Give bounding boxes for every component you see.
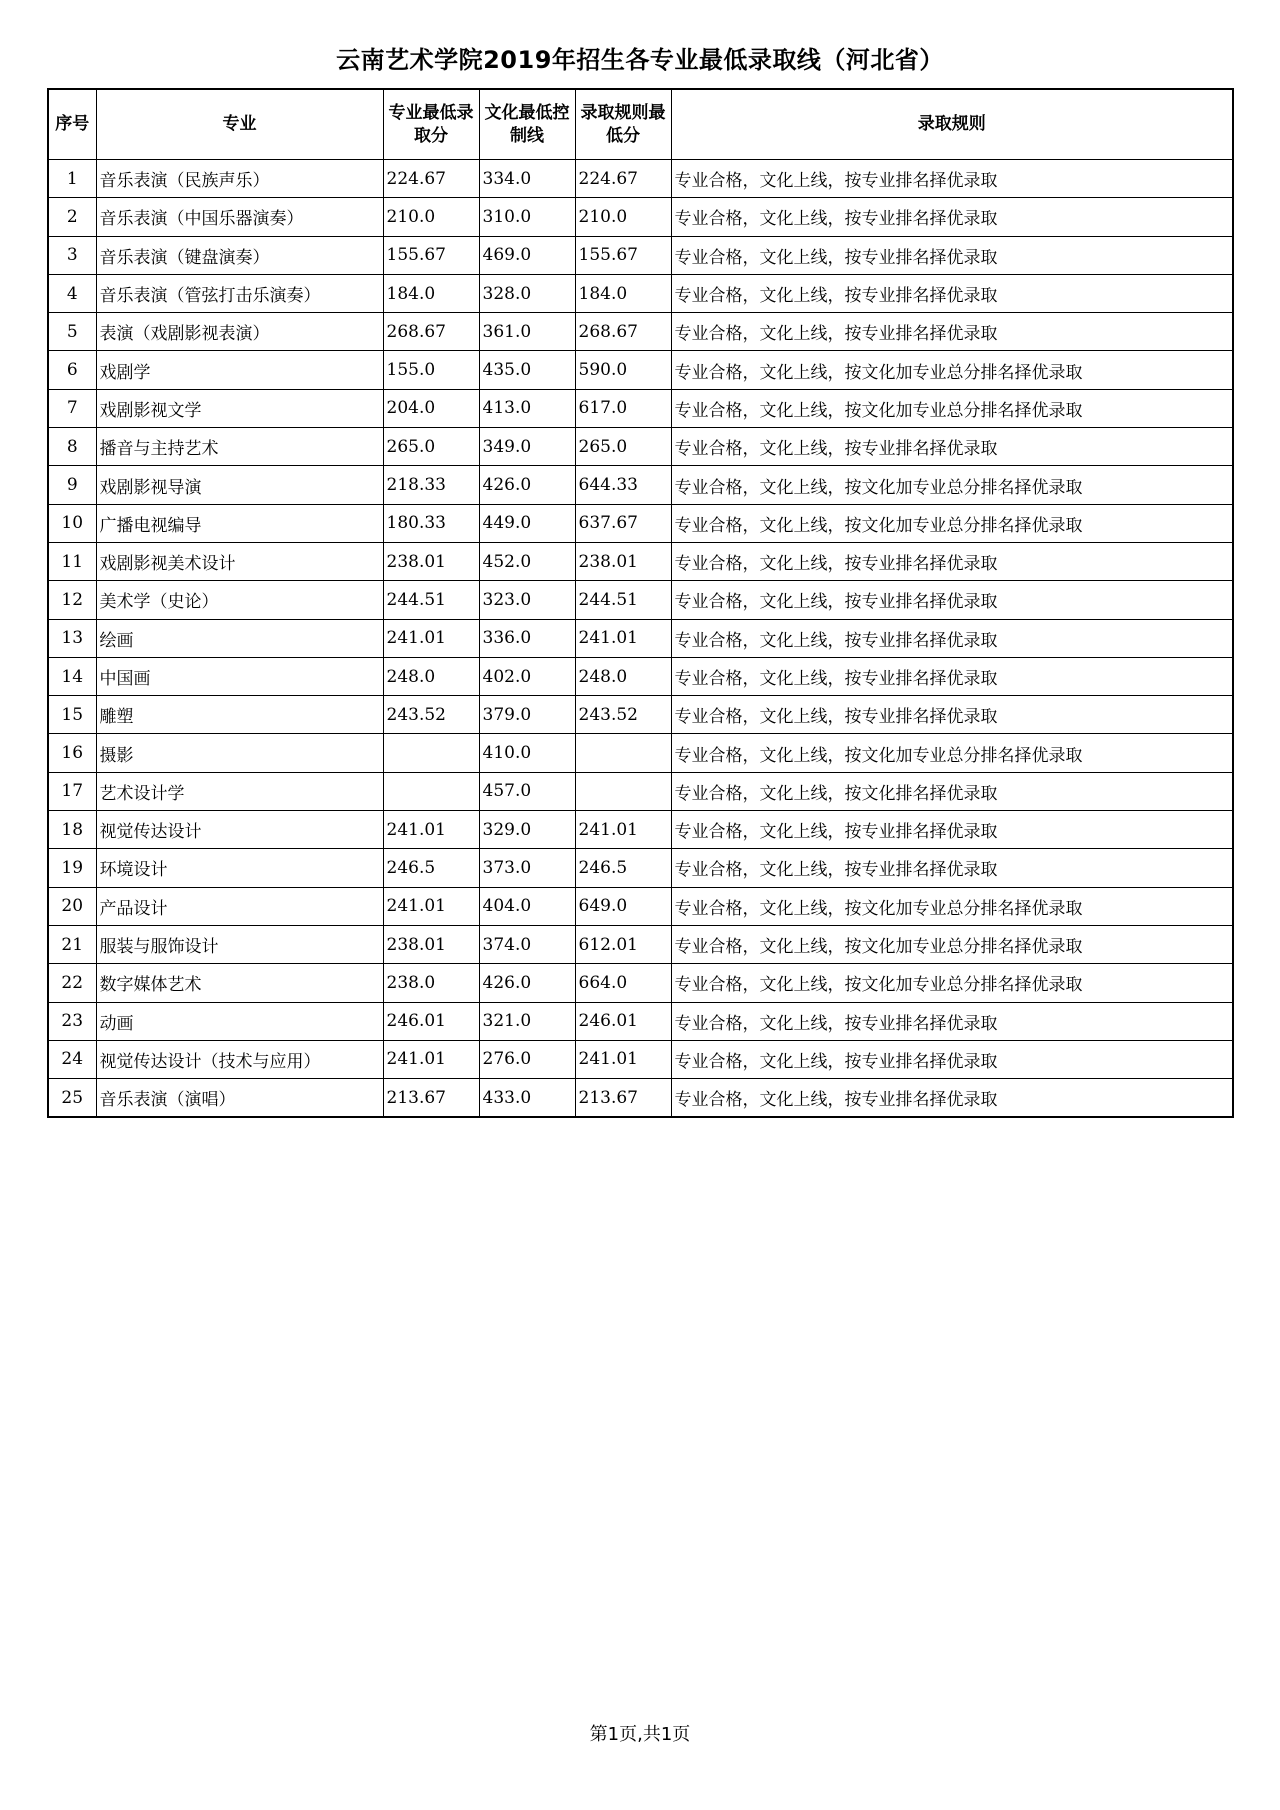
cell-rule-min: 265.0 xyxy=(575,428,671,466)
cell-rule: 专业合格，文化上线，按文化加专业总分排名择优录取 xyxy=(671,887,1233,925)
cell-rule: 专业合格，文化上线，按文化加专业总分排名择优录取 xyxy=(671,925,1233,963)
admission-score-table xyxy=(47,88,1234,1118)
cell-pro-min: 204.0 xyxy=(383,389,479,427)
cell-rule-min: 244.51 xyxy=(575,581,671,619)
table-row xyxy=(48,504,1233,542)
cell-rule-min: 210.0 xyxy=(575,198,671,236)
cell-no: 7 xyxy=(48,389,96,427)
table-row xyxy=(48,1002,1233,1040)
cell-major: 表演（戏剧影视表演） xyxy=(96,313,383,351)
cell-no: 11 xyxy=(48,542,96,580)
cell-no: 15 xyxy=(48,696,96,734)
cell-no: 23 xyxy=(48,1002,96,1040)
header-cul-min: 文化最低控制线 xyxy=(479,89,575,160)
cell-cul-min: 334.0 xyxy=(479,160,575,198)
cell-pro-min: 238.0 xyxy=(383,964,479,1002)
cell-rule: 专业合格，文化上线，按专业排名择优录取 xyxy=(671,849,1233,887)
cell-rule-min xyxy=(575,772,671,810)
cell-major: 动画 xyxy=(96,1002,383,1040)
cell-major: 摄影 xyxy=(96,734,383,772)
cell-cul-min: 373.0 xyxy=(479,849,575,887)
cell-major: 产品设计 xyxy=(96,887,383,925)
table-header-row xyxy=(48,89,1233,160)
cell-rule-min: 268.67 xyxy=(575,313,671,351)
cell-cul-min: 469.0 xyxy=(479,236,575,274)
cell-rule-min: 649.0 xyxy=(575,887,671,925)
cell-cul-min: 449.0 xyxy=(479,504,575,542)
cell-rule: 专业合格，文化上线，按文化排名择优录取 xyxy=(671,772,1233,810)
cell-rule-min: 213.67 xyxy=(575,1079,671,1118)
cell-rule-min: 612.01 xyxy=(575,925,671,963)
cell-no: 25 xyxy=(48,1079,96,1118)
cell-major: 广播电视编导 xyxy=(96,504,383,542)
cell-pro-min: 155.0 xyxy=(383,351,479,389)
cell-no: 2 xyxy=(48,198,96,236)
cell-pro-min: 224.67 xyxy=(383,160,479,198)
cell-rule-min: 241.01 xyxy=(575,619,671,657)
cell-pro-min: 180.33 xyxy=(383,504,479,542)
table-row xyxy=(48,1040,1233,1078)
cell-no: 21 xyxy=(48,925,96,963)
header-rule: 录取规则 xyxy=(671,89,1233,160)
table-row xyxy=(48,160,1233,198)
table-row xyxy=(48,1079,1233,1118)
cell-no: 1 xyxy=(48,160,96,198)
cell-pro-min: 268.67 xyxy=(383,313,479,351)
cell-rule-min: 617.0 xyxy=(575,389,671,427)
cell-cul-min: 410.0 xyxy=(479,734,575,772)
cell-pro-min: 241.01 xyxy=(383,887,479,925)
cell-rule: 专业合格，文化上线，按专业排名择优录取 xyxy=(671,160,1233,198)
cell-no: 20 xyxy=(48,887,96,925)
cell-major: 音乐表演（演唱） xyxy=(96,1079,383,1118)
cell-no: 13 xyxy=(48,619,96,657)
cell-pro-min: 248.0 xyxy=(383,657,479,695)
table-row xyxy=(48,657,1233,695)
cell-no: 8 xyxy=(48,428,96,466)
cell-rule-min: 238.01 xyxy=(575,542,671,580)
cell-rule-min: 155.67 xyxy=(575,236,671,274)
cell-pro-min: 155.67 xyxy=(383,236,479,274)
cell-rule: 专业合格，文化上线，按专业排名择优录取 xyxy=(671,811,1233,849)
cell-major: 服装与服饰设计 xyxy=(96,925,383,963)
cell-pro-min: 241.01 xyxy=(383,1040,479,1078)
table-row xyxy=(48,198,1233,236)
header-no: 序号 xyxy=(48,89,96,160)
cell-pro-min xyxy=(383,734,479,772)
cell-rule: 专业合格，文化上线，按文化加专业总分排名择优录取 xyxy=(671,734,1233,772)
cell-rule-min: 644.33 xyxy=(575,466,671,504)
cell-major: 播音与主持艺术 xyxy=(96,428,383,466)
table-row xyxy=(48,236,1233,274)
cell-cul-min: 452.0 xyxy=(479,542,575,580)
cell-rule-min xyxy=(575,734,671,772)
page-title: 云南艺术学院2019年招生各专业最低录取线（河北省） xyxy=(336,46,944,74)
table-row xyxy=(48,428,1233,466)
table-row xyxy=(48,964,1233,1002)
cell-cul-min: 379.0 xyxy=(479,696,575,734)
cell-no: 6 xyxy=(48,351,96,389)
cell-rule-min: 241.01 xyxy=(575,1040,671,1078)
cell-rule-min: 248.0 xyxy=(575,657,671,695)
table-row xyxy=(48,619,1233,657)
cell-cul-min: 328.0 xyxy=(479,274,575,312)
cell-cul-min: 433.0 xyxy=(479,1079,575,1118)
cell-cul-min: 374.0 xyxy=(479,925,575,963)
cell-no: 16 xyxy=(48,734,96,772)
cell-major: 环境设计 xyxy=(96,849,383,887)
cell-no: 18 xyxy=(48,811,96,849)
cell-pro-min: 265.0 xyxy=(383,428,479,466)
cell-rule-min: 637.67 xyxy=(575,504,671,542)
cell-rule: 专业合格，文化上线，按专业排名择优录取 xyxy=(671,1079,1233,1118)
cell-no: 9 xyxy=(48,466,96,504)
cell-rule: 专业合格，文化上线，按专业排名择优录取 xyxy=(671,619,1233,657)
cell-rule: 专业合格，文化上线，按文化加专业总分排名择优录取 xyxy=(671,466,1233,504)
cell-no: 10 xyxy=(48,504,96,542)
cell-rule: 专业合格，文化上线，按文化加专业总分排名择优录取 xyxy=(671,389,1233,427)
cell-cul-min: 349.0 xyxy=(479,428,575,466)
header-rule-min: 录取规则最低分 xyxy=(575,89,671,160)
cell-cul-min: 329.0 xyxy=(479,811,575,849)
cell-rule-min: 241.01 xyxy=(575,811,671,849)
cell-pro-min: 213.67 xyxy=(383,1079,479,1118)
cell-no: 19 xyxy=(48,849,96,887)
cell-no: 22 xyxy=(48,964,96,1002)
cell-major: 音乐表演（中国乐器演奏） xyxy=(96,198,383,236)
cell-rule: 专业合格，文化上线，按专业排名择优录取 xyxy=(671,198,1233,236)
cell-no: 3 xyxy=(48,236,96,274)
cell-rule: 专业合格，文化上线，按专业排名择优录取 xyxy=(671,1002,1233,1040)
cell-cul-min: 413.0 xyxy=(479,389,575,427)
cell-major: 戏剧影视文学 xyxy=(96,389,383,427)
table-row xyxy=(48,351,1233,389)
cell-pro-min: 243.52 xyxy=(383,696,479,734)
header-pro-min: 专业最低录取分 xyxy=(383,89,479,160)
cell-cul-min: 361.0 xyxy=(479,313,575,351)
cell-pro-min: 238.01 xyxy=(383,925,479,963)
cell-rule-min: 246.01 xyxy=(575,1002,671,1040)
cell-rule: 专业合格，文化上线，按文化加专业总分排名择优录取 xyxy=(671,504,1233,542)
cell-rule: 专业合格，文化上线，按专业排名择优录取 xyxy=(671,236,1233,274)
cell-cul-min: 404.0 xyxy=(479,887,575,925)
table-row xyxy=(48,389,1233,427)
cell-major: 戏剧学 xyxy=(96,351,383,389)
cell-rule: 专业合格，文化上线，按专业排名择优录取 xyxy=(671,696,1233,734)
header-major: 专业 xyxy=(96,89,383,160)
cell-major: 艺术设计学 xyxy=(96,772,383,810)
cell-pro-min: 241.01 xyxy=(383,619,479,657)
cell-rule-min: 246.5 xyxy=(575,849,671,887)
cell-pro-min: 244.51 xyxy=(383,581,479,619)
cell-major: 视觉传达设计（技术与应用） xyxy=(96,1040,383,1078)
table-row xyxy=(48,925,1233,963)
cell-cul-min: 426.0 xyxy=(479,964,575,1002)
cell-cul-min: 276.0 xyxy=(479,1040,575,1078)
cell-no: 14 xyxy=(48,657,96,695)
table-row xyxy=(48,811,1233,849)
cell-rule: 专业合格，文化上线，按专业排名择优录取 xyxy=(671,1040,1233,1078)
cell-pro-min: 218.33 xyxy=(383,466,479,504)
cell-pro-min xyxy=(383,772,479,810)
cell-pro-min: 241.01 xyxy=(383,811,479,849)
table-row xyxy=(48,581,1233,619)
cell-cul-min: 457.0 xyxy=(479,772,575,810)
cell-major: 中国画 xyxy=(96,657,383,695)
cell-major: 音乐表演（管弦打击乐演奏） xyxy=(96,274,383,312)
cell-cul-min: 402.0 xyxy=(479,657,575,695)
cell-major: 视觉传达设计 xyxy=(96,811,383,849)
cell-rule-min: 224.67 xyxy=(575,160,671,198)
cell-cul-min: 336.0 xyxy=(479,619,575,657)
cell-cul-min: 321.0 xyxy=(479,1002,575,1040)
table-row xyxy=(48,734,1233,772)
cell-cul-min: 435.0 xyxy=(479,351,575,389)
table-row xyxy=(48,772,1233,810)
page-footer: 第1页,共1页 xyxy=(589,1724,691,1745)
cell-pro-min: 238.01 xyxy=(383,542,479,580)
cell-pro-min: 210.0 xyxy=(383,198,479,236)
cell-no: 17 xyxy=(48,772,96,810)
table-row xyxy=(48,849,1233,887)
cell-major: 雕塑 xyxy=(96,696,383,734)
cell-rule-min: 590.0 xyxy=(575,351,671,389)
table-row xyxy=(48,542,1233,580)
cell-rule: 专业合格，文化上线，按专业排名择优录取 xyxy=(671,313,1233,351)
table-row xyxy=(48,887,1233,925)
cell-major: 音乐表演（键盘演奏） xyxy=(96,236,383,274)
cell-no: 5 xyxy=(48,313,96,351)
cell-major: 戏剧影视美术设计 xyxy=(96,542,383,580)
cell-cul-min: 310.0 xyxy=(479,198,575,236)
cell-major: 绘画 xyxy=(96,619,383,657)
cell-rule: 专业合格，文化上线，按专业排名择优录取 xyxy=(671,581,1233,619)
cell-major: 美术学（史论） xyxy=(96,581,383,619)
cell-rule-min: 243.52 xyxy=(575,696,671,734)
cell-no: 12 xyxy=(48,581,96,619)
cell-rule: 专业合格，文化上线，按专业排名择优录取 xyxy=(671,428,1233,466)
table-row xyxy=(48,313,1233,351)
cell-pro-min: 246.01 xyxy=(383,1002,479,1040)
cell-cul-min: 323.0 xyxy=(479,581,575,619)
cell-major: 戏剧影视导演 xyxy=(96,466,383,504)
cell-no: 24 xyxy=(48,1040,96,1078)
cell-no: 4 xyxy=(48,274,96,312)
cell-major: 音乐表演（民族声乐） xyxy=(96,160,383,198)
cell-rule: 专业合格，文化上线，按专业排名择优录取 xyxy=(671,274,1233,312)
cell-rule: 专业合格，文化上线，按专业排名择优录取 xyxy=(671,657,1233,695)
cell-rule: 专业合格，文化上线，按文化加专业总分排名择优录取 xyxy=(671,964,1233,1002)
table-row xyxy=(48,466,1233,504)
cell-pro-min: 184.0 xyxy=(383,274,479,312)
cell-rule: 专业合格，文化上线，按文化加专业总分排名择优录取 xyxy=(671,351,1233,389)
cell-rule-min: 184.0 xyxy=(575,274,671,312)
cell-rule-min: 664.0 xyxy=(575,964,671,1002)
table-row xyxy=(48,696,1233,734)
cell-major: 数字媒体艺术 xyxy=(96,964,383,1002)
table-row xyxy=(48,274,1233,312)
cell-pro-min: 246.5 xyxy=(383,849,479,887)
cell-cul-min: 426.0 xyxy=(479,466,575,504)
cell-rule: 专业合格，文化上线，按专业排名择优录取 xyxy=(671,542,1233,580)
